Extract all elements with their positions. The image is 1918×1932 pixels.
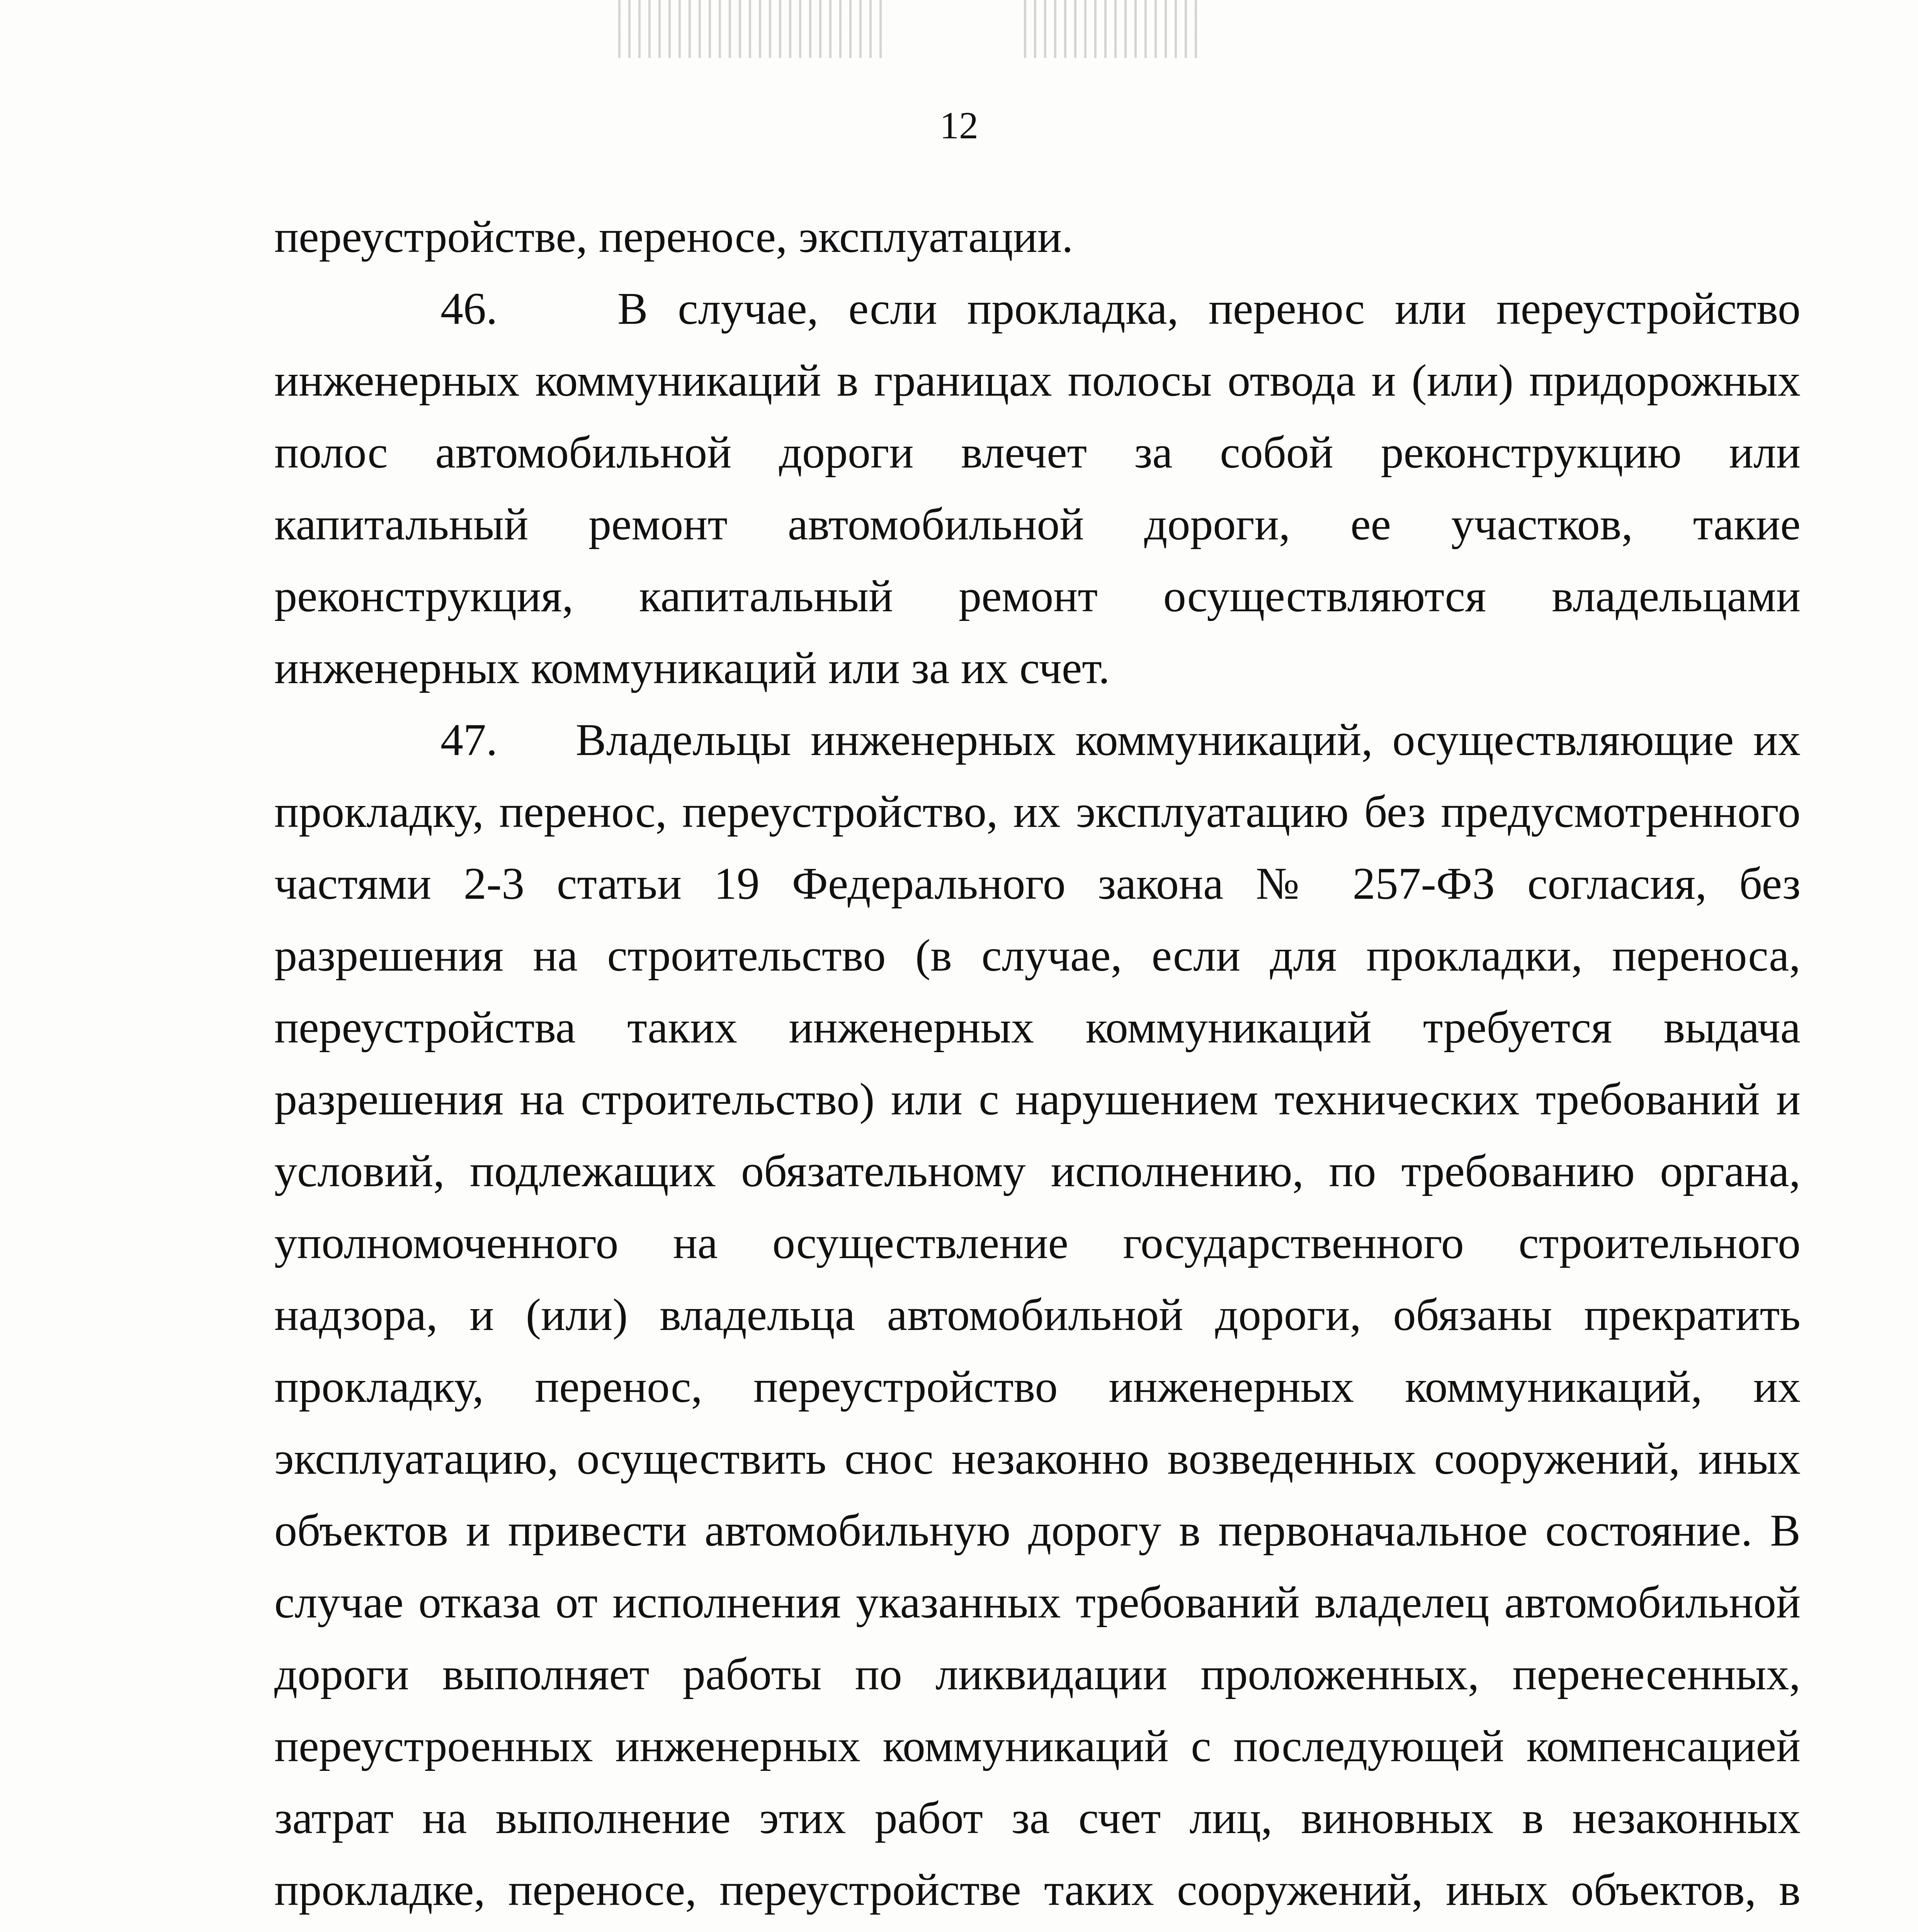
- item-number: 46.: [440, 283, 498, 334]
- paragraph-text: Владельцы инженерных коммуникаций, осуществляющие их прокладку, перенос, переустройство, их эксплуатацию без предусмотренного частями 2-3 статьи 19 Федерального закона № 257-ФЗ согласия, без разрешения на строительство (в случае, если для прокладки, переноса, переустройства таких инженерных коммуникаций требуется выдача разрешения на строительство) или с нарушением технических требований и условий, подлежащих обязательному исполнению, по требованию органа, уполномоченного на осуществление государственного строительного надзора, и (или) владельца автомобильной дороги, обязаны прекратить прокладку, перенос, переустройство инженерных коммуникаций, их эксплуатацию, осуществить снос незаконно возведенных сооружений, иных объектов и привести автомобильную дорогу в первоначальное состояние. В случае отказа от исполнения указанных требований владелец автомобильной дороги выполняет работы по ликвидации проложенных, перенесенных, переустроенных инженерных коммуникаций с последующей компенсацией затрат на выполнение этих работ за счет лиц, виновных в незаконных прокладке, переносе, переустройстве таких сооружений, иных объектов, в: [274, 714, 1801, 1915]
- paragraph-text: переустройстве, переносе, эксплуатации.: [274, 211, 1073, 262]
- scan-artifact-top-right: [1024, 0, 1198, 58]
- scan-artifact-top-left: [618, 0, 889, 58]
- item-number: 47.: [440, 714, 498, 765]
- page-number: 12: [940, 104, 978, 147]
- document-body: [274, 201, 1801, 1932]
- paragraph-continuation: [274, 201, 1801, 273]
- paragraph-item-46: [274, 273, 1801, 704]
- paragraph-text: В случае, если прокладка, перенос или переустройство инженерных коммуникаций в границах полосы отвода и (или) придорожных полос автомобильной дороги влечет за собой реконструкцию или капитальный ремонт автомобильной дороги, ее участков, такие реконструкция, капитальный ремонт осуществляются владельцами инженерных коммуникаций или за их счет.: [274, 283, 1801, 693]
- paragraph-item-47: [274, 704, 1801, 1932]
